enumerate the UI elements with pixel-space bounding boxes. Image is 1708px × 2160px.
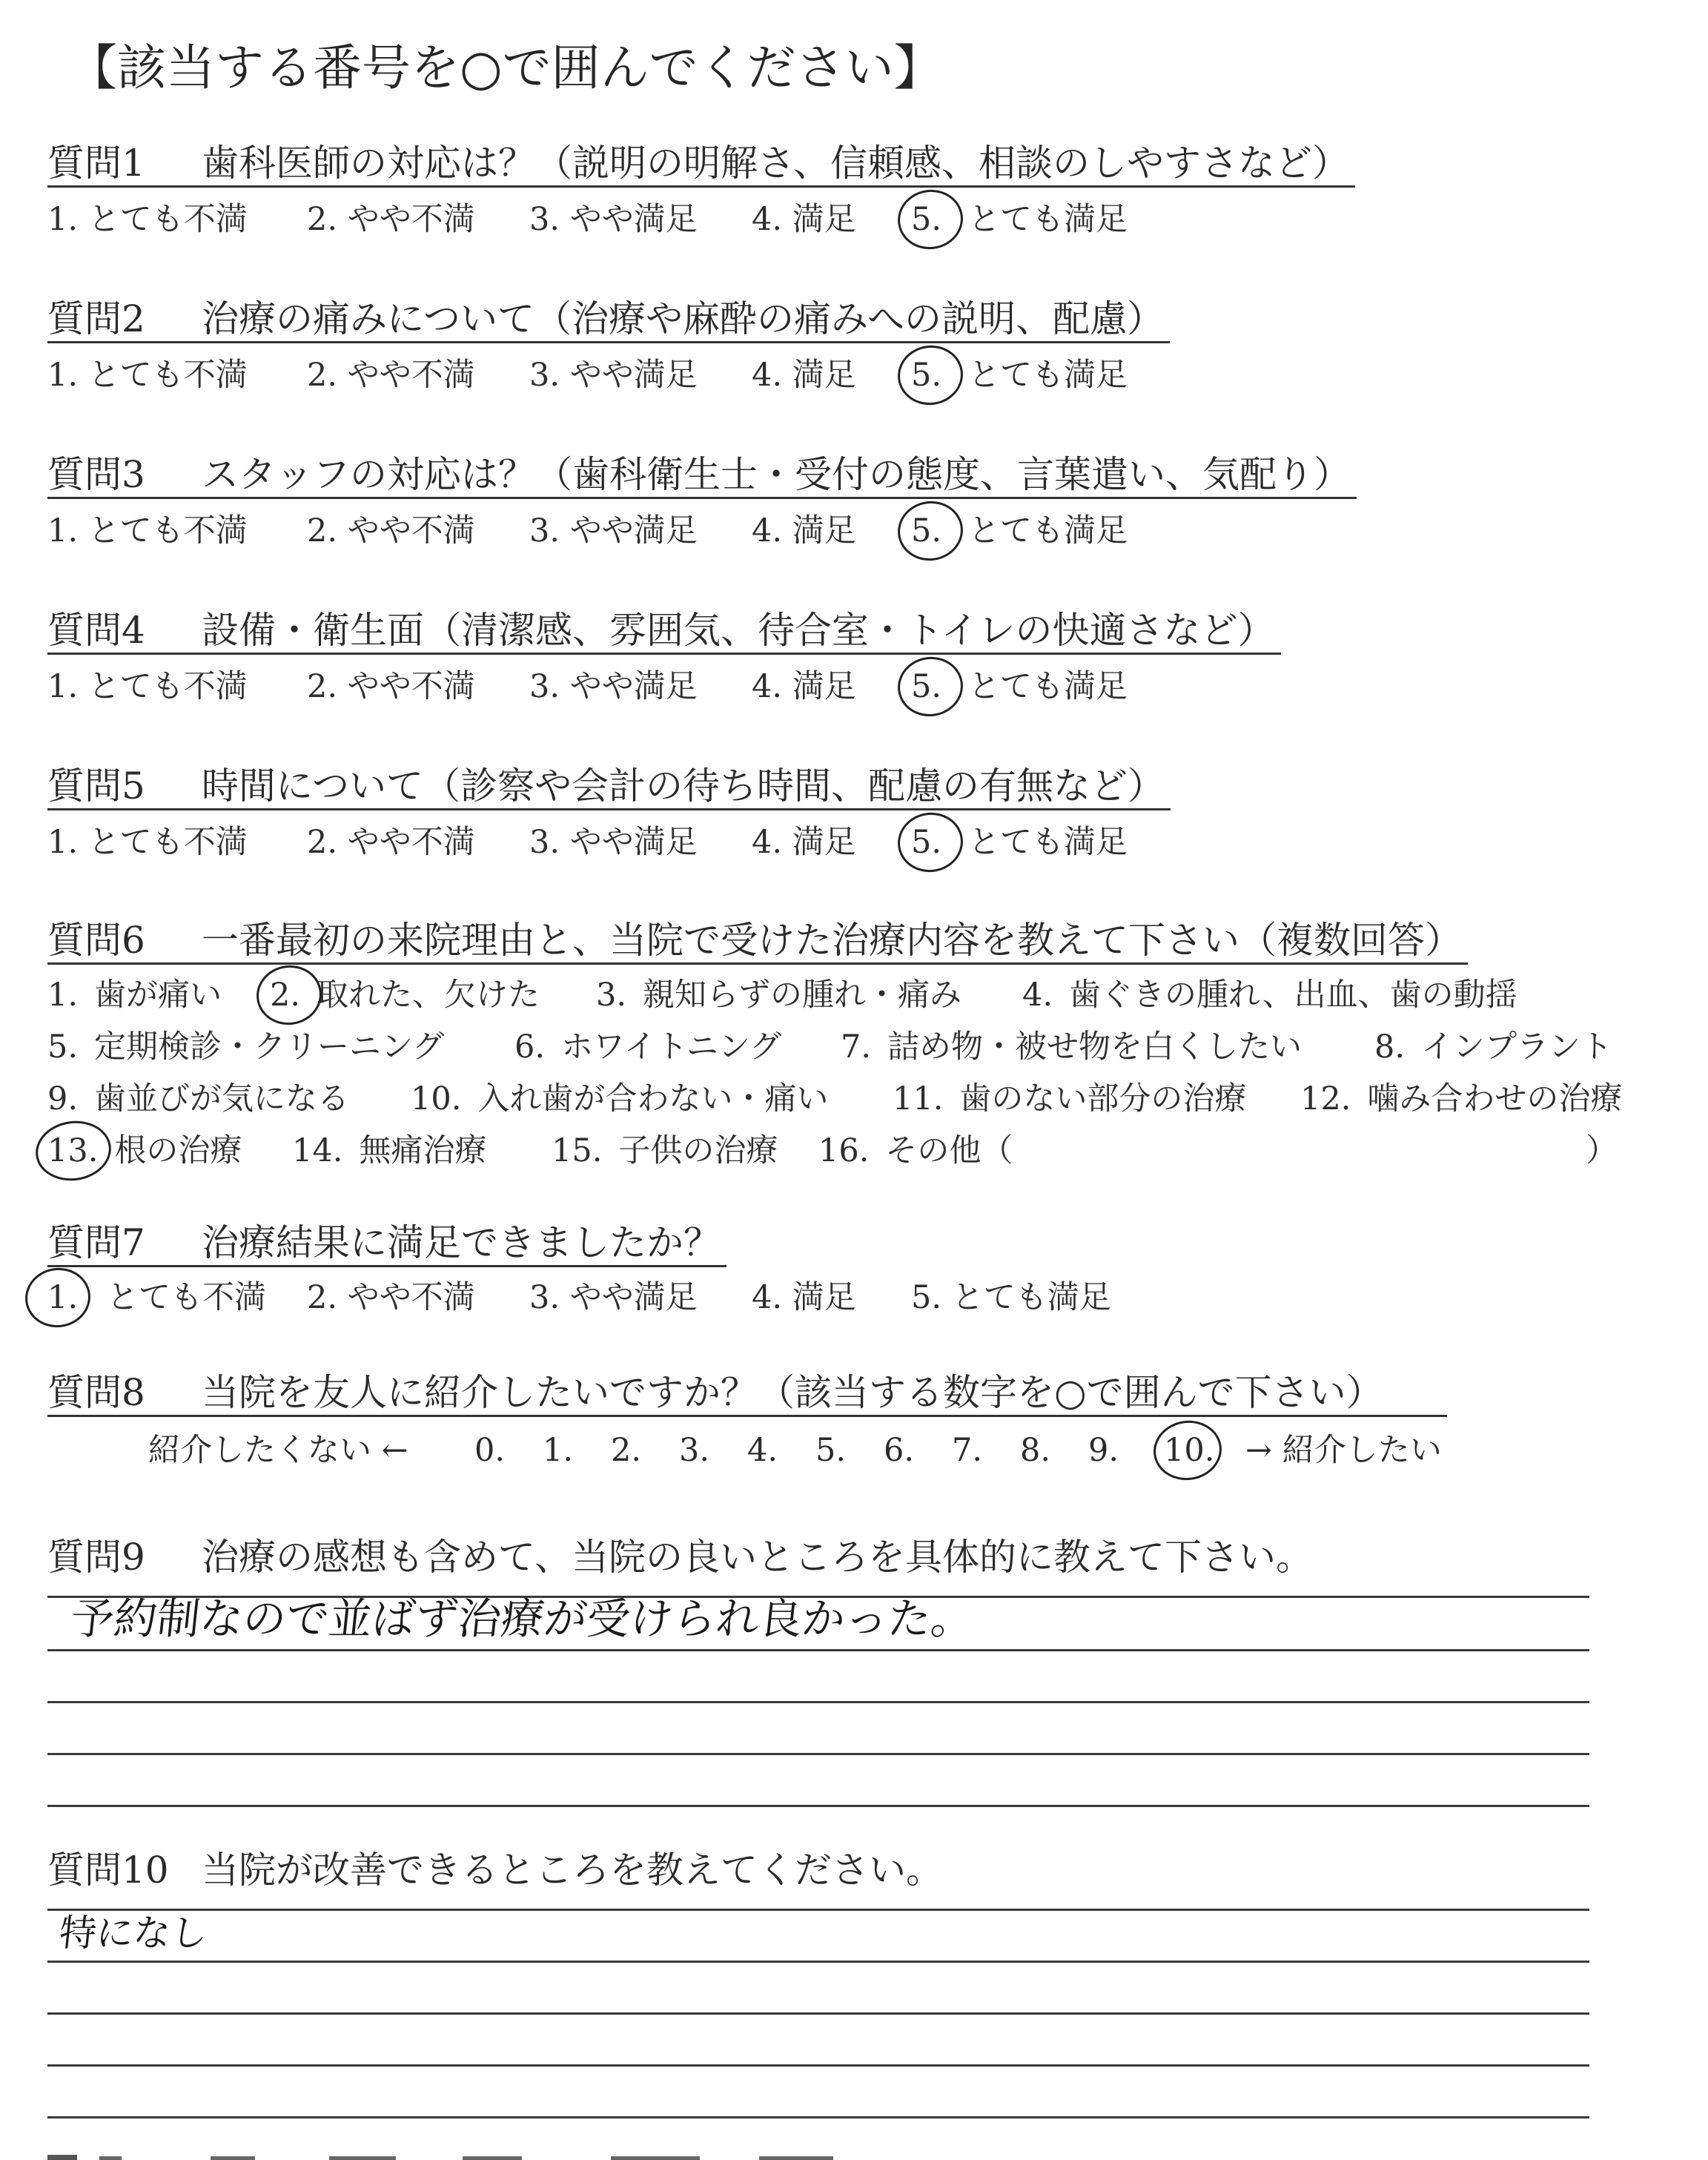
option-4[interactable]: 4. 満足	[752, 824, 856, 861]
q6-option-14[interactable]	[292, 1130, 486, 1172]
option-4[interactable]: 4. 満足	[752, 357, 856, 394]
option-number	[47, 1130, 98, 1172]
option-number: 9.	[47, 1080, 79, 1117]
scale-left-label: 紹介したくない ←	[148, 1432, 408, 1469]
q6-option-5[interactable]	[47, 1026, 444, 1068]
option-number: 3.	[596, 977, 627, 1014]
option-5-selected[interactable]	[911, 510, 941, 552]
question-1-title	[47, 141, 1355, 188]
q9-handwritten-answer[interactable]: 予約制なので並ばず治療が受けられ良かった。	[68, 1593, 977, 1644]
option-number-text: 13.	[47, 1132, 99, 1169]
answer-line	[47, 1596, 1589, 1598]
option-text: 親知らずの腫れ・痛み	[643, 977, 962, 1014]
scale-6[interactable]: 6.	[884, 1432, 915, 1469]
cut-off-text-strip	[47, 2150, 937, 2160]
question-text: 時間について（診察や会計の待ち時間、配慮の有無など）	[202, 764, 1165, 807]
option-5-label: とても満足	[968, 357, 1128, 394]
option-3[interactable]: 3. やや満足	[529, 201, 698, 238]
option-text: 歯のない部分の治療	[959, 1080, 1247, 1117]
option-number: 16.	[818, 1132, 870, 1169]
option-1-label: とても不満	[107, 1279, 266, 1316]
option-text: 子供の治療	[618, 1132, 778, 1169]
option-2[interactable]: 2. やや不満	[307, 668, 475, 705]
answer-line	[47, 1961, 1589, 1963]
option-5[interactable]	[911, 1277, 1111, 1318]
option-number: 8.	[1374, 1028, 1406, 1066]
answer-line	[47, 2012, 1589, 2015]
q6-option-3[interactable]	[596, 974, 961, 1016]
option-5-number: 5.	[911, 668, 942, 705]
question-text: 治療の痛みについて（治療や麻酔の痛みへの説明、配慮）	[202, 297, 1164, 340]
scale-4[interactable]: 4.	[747, 1432, 778, 1469]
question-8-title	[47, 1370, 1447, 1417]
answer-line	[47, 1753, 1589, 1755]
option-5-number: 5.	[911, 357, 942, 394]
option-text: 歯が痛い	[94, 977, 222, 1014]
option-1-selected[interactable]	[47, 1277, 78, 1318]
option-2[interactable]: 2. やや不満	[307, 824, 475, 861]
option-2[interactable]: 2. やや不満	[307, 1279, 475, 1316]
answer-line	[47, 1701, 1589, 1703]
q6-option-7[interactable]	[841, 1026, 1302, 1068]
option-text: 取れた、欠けた	[317, 977, 540, 1014]
option-text: 根の治療	[114, 1132, 242, 1169]
option-number: 14.	[292, 1132, 343, 1169]
question-text: 当院を友人に紹介したいですか？（該当する数字を○で囲んで下さい）	[202, 1371, 1383, 1414]
question-text: 設備・衛生面（清潔感、雰囲気、待合室・トイレの快適さなど）	[202, 609, 1275, 652]
q6-option-16[interactable]	[818, 1130, 1013, 1172]
scale-3[interactable]: 3.	[679, 1432, 710, 1469]
option-5-number: 5.	[911, 824, 942, 861]
option-5-number: 5.	[911, 1279, 942, 1316]
question-10-title	[47, 1848, 949, 1892]
option-5-label: とても満足	[968, 668, 1128, 705]
option-number: 10.	[411, 1080, 462, 1117]
question-2-title	[47, 297, 1170, 343]
option-5-selected[interactable]	[911, 822, 941, 863]
option-text: 無痛治療	[359, 1132, 487, 1169]
option-4[interactable]: 4. 満足	[752, 512, 856, 549]
option-5-selected[interactable]	[911, 199, 941, 240]
answer-line	[47, 1805, 1589, 1807]
option-1-number: 1.	[47, 1279, 79, 1316]
question-9-title	[47, 1535, 1319, 1579]
option-number: 12.	[1300, 1080, 1351, 1117]
option-4[interactable]: 4. 満足	[752, 668, 856, 705]
question-label: 質問8	[47, 1371, 145, 1414]
question-3-title	[47, 452, 1357, 499]
option-1[interactable]: 1. とても不満	[47, 201, 248, 238]
question-label: 質問10	[47, 1849, 169, 1892]
option-2[interactable]: 2. やや不満	[307, 201, 475, 238]
option-3[interactable]: 3. やや満足	[529, 824, 698, 861]
option-3[interactable]: 3. やや満足	[529, 1279, 698, 1316]
option-5-label: とても満足	[968, 201, 1128, 238]
option-4[interactable]: 4. 満足	[752, 201, 856, 238]
option-number: 5.	[47, 1028, 79, 1066]
scale-0[interactable]: 0.	[474, 1432, 506, 1469]
option-1[interactable]: 1. とても不満	[47, 824, 248, 861]
option-number-text: 2.	[270, 977, 301, 1014]
q6-option-13-selected[interactable]	[47, 1130, 242, 1172]
answer-line	[47, 2116, 1589, 2118]
option-text: 歯並びが気になる	[94, 1080, 350, 1117]
scale-right-label: → 紹介したい	[1245, 1432, 1442, 1469]
option-5-label: とても満足	[968, 824, 1128, 861]
question-text: 治療の感想も含めて、当院の良いところを具体的に教えて下さい。	[202, 1536, 1313, 1579]
option-5-selected[interactable]	[911, 354, 941, 396]
question-label: 質問7	[47, 1221, 145, 1264]
option-text: 詰め物・被せ物を白くしたい	[887, 1028, 1302, 1066]
scale-10-number: 10.	[1164, 1432, 1215, 1469]
option-number: 1.	[47, 977, 79, 1014]
q6-option-6[interactable]	[514, 1026, 781, 1068]
answer-line	[47, 1909, 1589, 1911]
page-title: 【該当する番号を○で囲んでください】	[68, 39, 943, 96]
q6-option-12[interactable]	[1300, 1078, 1622, 1120]
option-text: その他（	[885, 1132, 1013, 1169]
question-text: スタッフの対応は？（歯科衛生士・受付の態度、言葉遣い、気配り）	[202, 453, 1351, 496]
option-number	[270, 974, 300, 1016]
cut-off-text-glyphs	[47, 2152, 937, 2160]
option-3[interactable]: 3. やや満足	[529, 512, 698, 549]
option-text: ホワイトニング	[561, 1028, 782, 1066]
option-5-number: 5.	[911, 512, 942, 549]
option-5-text: とても満足	[951, 1279, 1111, 1316]
option-1[interactable]: 1. とても不満	[47, 357, 248, 394]
option-text: 入れ歯が合わない・痛い	[477, 1080, 829, 1117]
option-4[interactable]: 4. 満足	[752, 1279, 856, 1316]
scale-7[interactable]: 7.	[952, 1432, 983, 1469]
option-1[interactable]: 1. とても不満	[47, 512, 248, 549]
option-number: 11.	[893, 1080, 944, 1117]
scale-2[interactable]: 2.	[611, 1432, 642, 1469]
q6-option-4[interactable]	[1022, 974, 1517, 1016]
scale-8[interactable]: 8.	[1020, 1432, 1051, 1469]
option-text: 噛み合わせの治療	[1367, 1080, 1623, 1117]
question-label: 質問9	[47, 1536, 145, 1579]
scale-10-wrap	[1164, 1430, 1214, 1471]
question-label: 質問5	[47, 764, 145, 807]
answer-line	[47, 1649, 1589, 1651]
q6-option-9[interactable]	[47, 1078, 349, 1120]
scale-1[interactable]: 1.	[543, 1432, 574, 1469]
q6-option-2-selected[interactable]	[270, 974, 540, 1016]
option-number: 15.	[552, 1132, 603, 1169]
question-text: 歯科医師の対応は？（説明の明解さ、信頼感、相談のしやすさなど）	[202, 142, 1349, 185]
option-2[interactable]: 2. やや不満	[307, 512, 475, 549]
option-1[interactable]: 1. とても不満	[47, 668, 248, 705]
question-7-title	[47, 1221, 726, 1267]
question-text: 当院が改善できるところを教えてください。	[202, 1849, 943, 1892]
option-1-number-wrap	[47, 1277, 78, 1318]
scale-9[interactable]: 9.	[1088, 1432, 1119, 1469]
question-text: 一番最初の来院理由と、当院で受けた治療内容を教えて下さい（複数回答）	[202, 919, 1462, 962]
option-5-number: 5.	[911, 201, 942, 238]
q10-handwritten-answer[interactable]: 特になし	[56, 1912, 211, 1955]
option-text: インプラント	[1421, 1028, 1613, 1066]
q6-option-11[interactable]	[893, 1078, 1246, 1120]
option-number: 6.	[514, 1028, 546, 1066]
other-paren-close: ）	[1586, 1132, 1618, 1169]
question-label: 質問6	[47, 919, 145, 962]
q6-option-1[interactable]	[47, 974, 222, 1016]
question-label: 質問2	[47, 297, 145, 340]
question-6-title	[47, 918, 1468, 965]
option-3[interactable]: 3. やや満足	[529, 357, 698, 394]
question-label: 質問1	[47, 142, 145, 185]
scale-5[interactable]: 5.	[815, 1432, 847, 1469]
question-text: 治療結果に満足できましたか？	[202, 1221, 721, 1264]
option-number: 7.	[841, 1028, 872, 1066]
option-5-label: とても満足	[968, 512, 1128, 549]
scale-10-selected[interactable]	[1164, 1430, 1214, 1471]
q6-option-10[interactable]	[411, 1078, 828, 1120]
option-number: 4.	[1022, 977, 1053, 1014]
q6-option-8[interactable]	[1374, 1026, 1612, 1068]
question-label: 質問4	[47, 609, 145, 652]
option-text: 定期検診・クリーニング	[94, 1028, 445, 1066]
option-2[interactable]: 2. やや不満	[307, 357, 475, 394]
q6-option-15[interactable]	[552, 1130, 778, 1172]
answer-line	[47, 2064, 1589, 2067]
question-4-title	[47, 608, 1281, 655]
question-label: 質問3	[47, 453, 145, 496]
option-5-selected[interactable]	[911, 666, 941, 707]
option-text: 歯ぐきの腫れ、出血、歯の動揺	[1069, 977, 1517, 1014]
question-5-title	[47, 764, 1171, 810]
option-3[interactable]: 3. やや満足	[529, 668, 698, 705]
